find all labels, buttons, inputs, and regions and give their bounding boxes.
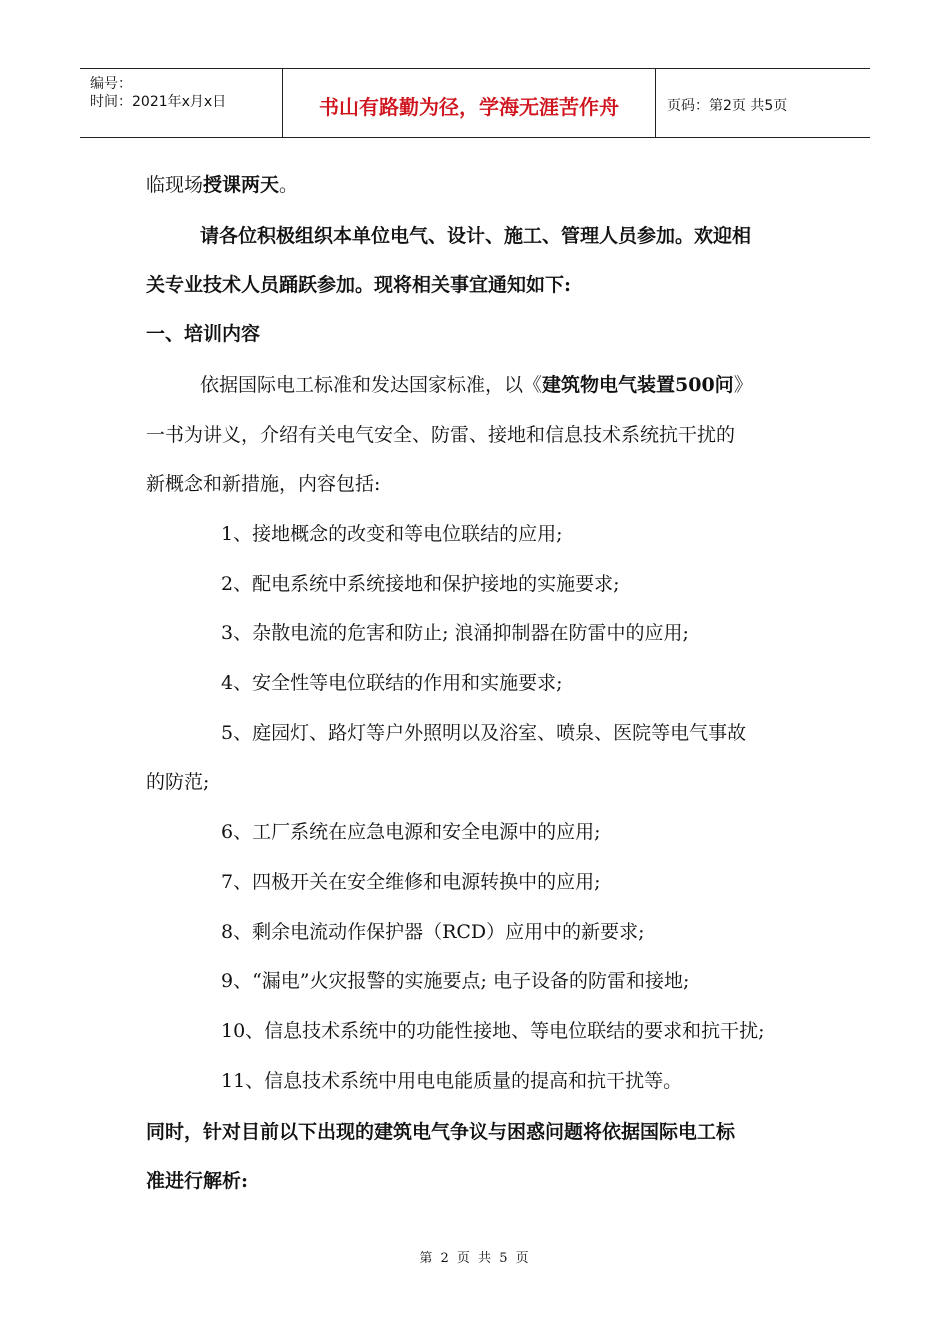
list-item: 1、接地概念的改变和等电位联结的应用;: [221, 523, 563, 545]
list-item: 9、“漏电”火灾报警的实施要点; 电子设备的防雷和接地;: [221, 970, 690, 992]
list-item-continuation: 的防范;: [146, 771, 210, 793]
paragraph2-line1-post: 》: [733, 374, 753, 396]
paragraph3-line1: 同时，针对目前以下出现的建筑电气争议与困惑问题将依据国际电工标: [146, 1121, 736, 1143]
intro-bold-text: 授课两天: [203, 174, 280, 196]
paragraph1-line2: 关专业技术人员踊跃参加。现将相关事宜通知如下:: [146, 274, 572, 296]
paragraph1-line1: 请各位积极组织本单位电气、设计、施工、管理人员参加。欢迎相: [200, 225, 752, 247]
list-item: 7、四极开关在安全维修和电源转换中的应用;: [221, 871, 601, 893]
list-item: 2、配电系统中系统接地和保护接地的实施要求;: [221, 573, 620, 595]
book-title: 建筑物电气装置500问: [542, 374, 734, 396]
list-item: 11、信息技术系统中用电电能质量的提高和抗干扰等。: [221, 1070, 683, 1092]
document-date-label: 时间：2021年x月x日: [90, 94, 227, 110]
list-item: 6、工厂系统在应急电源和安全电源中的应用;: [221, 821, 601, 843]
header-motto: 书山有路勤为径，学海无涯苦作舟: [319, 95, 619, 119]
header-info-cell: [80, 69, 282, 137]
page-footer: 第 2 页 共 5 页: [419, 1251, 531, 1266]
header-page-label: 页码：第2页 共5页: [667, 98, 788, 114]
paragraph2-line2: 一书为讲义，介绍有关电气安全、防雷、接地和信息技术系统抗干扰的: [146, 424, 736, 446]
paragraph2-line1-pre: 依据国际电工标准和发达国家标准，以《: [200, 374, 543, 396]
intro-tail: 。: [279, 174, 299, 196]
document-number-label: 编号：: [90, 76, 132, 92]
header-page-cell: [655, 69, 870, 137]
intro-text: 临现场: [146, 174, 204, 196]
paragraph3-line2: 准进行解析:: [146, 1170, 249, 1192]
section-heading: 一、培训内容: [146, 323, 261, 345]
list-item: 3、杂散电流的危害和防止; 浪涌抑制器在防雷中的应用;: [221, 622, 689, 644]
list-item: 5、庭园灯、路灯等户外照明以及浴室、喷泉、医院等电气事故: [221, 722, 747, 744]
document-header: [80, 68, 870, 138]
list-item: 4、安全性等电位联结的作用和实施要求;: [221, 672, 563, 694]
header-motto-cell: [282, 69, 656, 137]
paragraph2-line3: 新概念和新措施，内容包括:: [146, 473, 381, 495]
paragraph2-line1: [200, 373, 753, 397]
body-line-intro: [146, 173, 298, 197]
list-item: 8、剩余电流动作保护器（RCD）应用中的新要求;: [221, 921, 645, 943]
list-item: 10、信息技术系统中的功能性接地、等电位联结的要求和抗干扰;: [221, 1020, 765, 1042]
